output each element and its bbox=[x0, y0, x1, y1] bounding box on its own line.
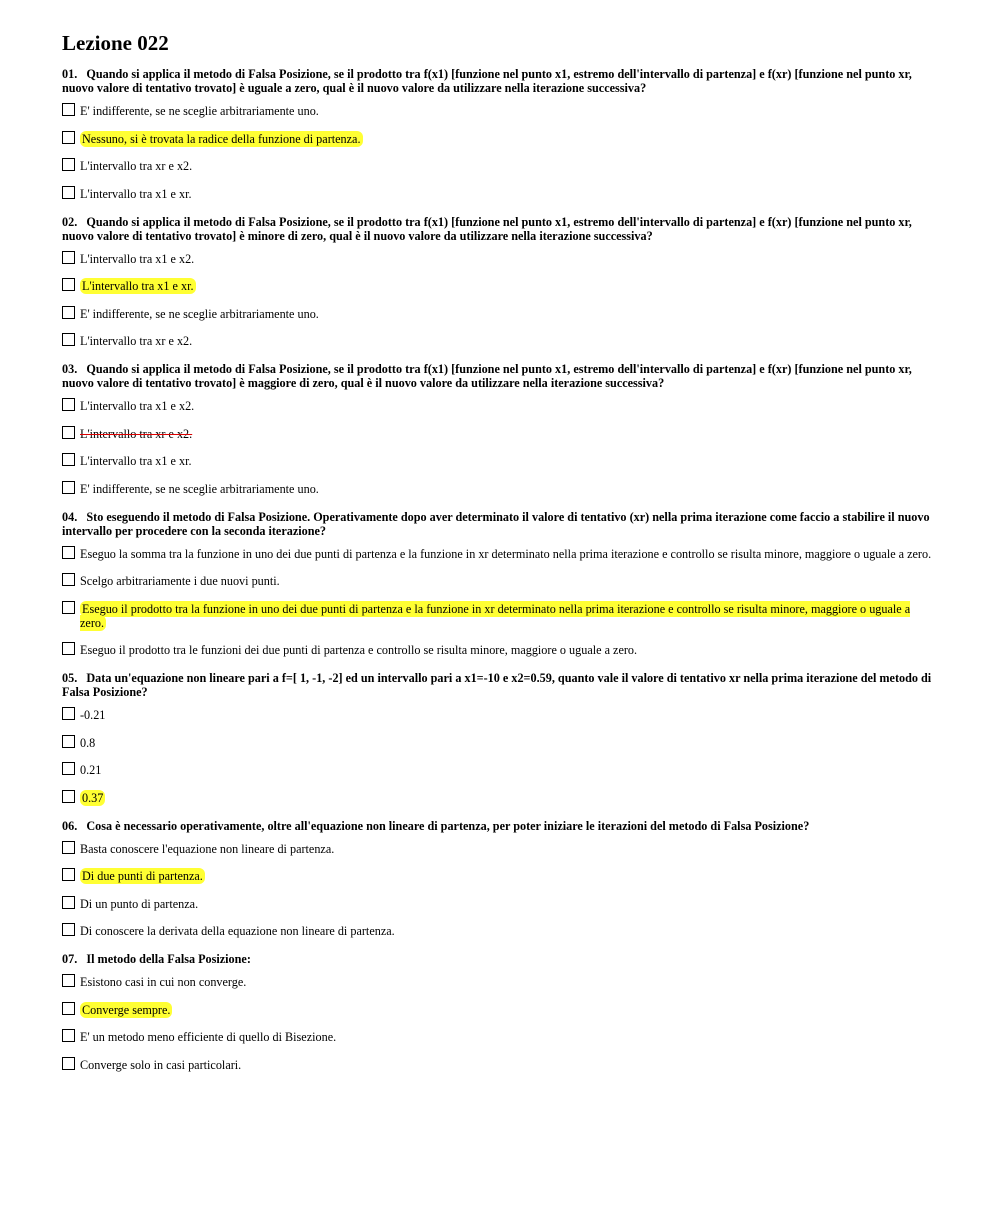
answer-checkbox[interactable] bbox=[62, 573, 75, 586]
answer-checkbox[interactable] bbox=[62, 601, 75, 614]
answer-checkbox[interactable] bbox=[62, 762, 75, 775]
answer-label: 0.8 bbox=[80, 735, 96, 750]
question-block bbox=[62, 671, 932, 805]
answer-option[interactable] bbox=[62, 1058, 932, 1072]
answer-label: Di due punti di partenza. bbox=[82, 869, 203, 883]
answer-label: E' indifferente, se ne sceglie arbitrariamente uno. bbox=[80, 104, 319, 118]
answer-label: Converge sempre. bbox=[82, 1002, 171, 1017]
question-label: Quando si applica il metodo di Falsa Posizione, se il prodotto tra f(x1) [funzione nel punto x1, estremo dell'intervallo di partenza] e f(xr) [funzione nel punto xr, nuovo valore di tentativo trovato] è minore di zero, qual è il nuovo valore da utilizzare nella iterazione successiva? bbox=[62, 214, 912, 243]
answer-label: 0.37 bbox=[82, 790, 104, 805]
answer-checkbox[interactable] bbox=[62, 453, 75, 466]
question-number: 06. bbox=[62, 818, 78, 833]
answer-checkbox[interactable] bbox=[62, 923, 75, 936]
question-number: 07. bbox=[62, 952, 78, 966]
answer-checkbox[interactable] bbox=[62, 398, 75, 411]
answer-option[interactable] bbox=[62, 132, 932, 146]
answer-option[interactable] bbox=[62, 1030, 932, 1044]
question-block bbox=[62, 952, 932, 1072]
answer-label: Converge solo in casi particolari. bbox=[80, 1057, 242, 1072]
answer-checkbox[interactable] bbox=[62, 707, 75, 720]
answer-label: L'intervallo tra x1 e xr. bbox=[82, 279, 194, 293]
answer-label: -0.21 bbox=[80, 708, 106, 722]
answer-label: Eseguo la somma tra la funzione in uno dei due punti di partenza e la funzione in xr determinato nella prima iterazione e controllo se risulta minore, maggiore o uguale a zero. bbox=[80, 546, 932, 561]
answer-label: E' indifferente, se ne sceglie arbitrariamente uno. bbox=[80, 481, 319, 496]
answer-label: Basta conoscere l'equazione non lineare di partenza. bbox=[80, 841, 335, 856]
answer-label: Eseguo il prodotto tra le funzioni dei due punti di partenza e controllo se risulta minore, maggiore o uguale a zero. bbox=[80, 643, 638, 657]
answer-option[interactable] bbox=[62, 574, 932, 588]
answer-option[interactable] bbox=[62, 334, 932, 348]
answer-label: Eseguo il prodotto tra la funzione in uno dei due punti di partenza e la funzione in xr determinato nella prima iterazione e controllo se risulta minore, maggiore o uguale a zero. bbox=[80, 601, 911, 630]
answer-option[interactable] bbox=[62, 924, 932, 938]
answer-option[interactable] bbox=[62, 975, 932, 989]
answer-checkbox[interactable] bbox=[62, 251, 75, 264]
answer-label: Di conoscere la derivata della equazione non lineare di partenza. bbox=[80, 924, 395, 938]
answer-option[interactable] bbox=[62, 307, 932, 321]
answer-option[interactable] bbox=[62, 104, 932, 118]
answer-option[interactable] bbox=[62, 187, 932, 201]
question-number: 02. bbox=[62, 214, 78, 229]
question-block bbox=[62, 362, 932, 496]
answer-option[interactable] bbox=[62, 1003, 932, 1017]
answer-option[interactable] bbox=[62, 869, 932, 883]
answer-label: Nessuno, si è trovata la radice della funzione di partenza. bbox=[82, 131, 361, 146]
question-text bbox=[62, 952, 932, 966]
answer-option[interactable] bbox=[62, 399, 932, 413]
question-text bbox=[62, 671, 932, 699]
answer-checkbox[interactable] bbox=[62, 868, 75, 881]
answer-label: Esistono casi in cui non converge. bbox=[80, 975, 247, 989]
answer-checkbox[interactable] bbox=[62, 896, 75, 909]
answer-option[interactable] bbox=[62, 643, 932, 657]
answer-checkbox[interactable] bbox=[62, 306, 75, 319]
answer-label: L'intervallo tra x1 e xr. bbox=[80, 186, 192, 201]
page-title: Lezione 022 bbox=[62, 31, 169, 55]
answer-checkbox[interactable] bbox=[62, 103, 75, 116]
question-block bbox=[62, 510, 932, 658]
question-list bbox=[62, 67, 932, 1072]
answer-label: E' un metodo meno efficiente di quello di Bisezione. bbox=[80, 1030, 337, 1044]
answer-checkbox[interactable] bbox=[62, 333, 75, 346]
answer-option[interactable] bbox=[62, 454, 932, 468]
answer-option[interactable] bbox=[62, 547, 932, 561]
answer-checkbox[interactable] bbox=[62, 1002, 75, 1015]
answer-option[interactable] bbox=[62, 427, 932, 441]
answer-option[interactable] bbox=[62, 252, 932, 266]
answer-label: L'intervallo tra xr e x2. bbox=[80, 426, 193, 441]
question-number: 05. bbox=[62, 671, 78, 685]
answer-label: L'intervallo tra x1 e x2. bbox=[80, 399, 195, 413]
answer-option[interactable] bbox=[62, 482, 932, 496]
question-text bbox=[62, 362, 932, 390]
answer-option[interactable] bbox=[62, 602, 932, 630]
answer-label: L'intervallo tra xr e x2. bbox=[80, 334, 193, 348]
answer-checkbox[interactable] bbox=[62, 186, 75, 199]
question-block bbox=[62, 67, 932, 201]
question-label: Quando si applica il metodo di Falsa Posizione, se il prodotto tra f(x1) [funzione nel punto x1, estremo dell'intervallo di partenza] e f(xr) [funzione nel punto xr, nuovo valore di tentativo trovato] è maggiore di zero, qual è il nuovo valore da utilizzare nella iterazione successiva? bbox=[62, 362, 912, 390]
answer-checkbox[interactable] bbox=[62, 481, 75, 494]
answer-label: E' indifferente, se ne sceglie arbitrariamente uno. bbox=[80, 306, 319, 321]
answer-checkbox[interactable] bbox=[62, 278, 75, 291]
answer-label: L'intervallo tra xr e x2. bbox=[80, 159, 193, 173]
answer-option[interactable] bbox=[62, 897, 932, 911]
answer-checkbox[interactable] bbox=[62, 642, 75, 655]
question-label: Il metodo della Falsa Posizione: bbox=[86, 952, 251, 966]
answer-option[interactable] bbox=[62, 791, 932, 805]
question-label: Quando si applica il metodo di Falsa Posizione, se il prodotto tra f(x1) [funzione nel punto x1, estremo dell'intervallo di partenza] e f(xr) [funzione nel punto xr, nuovo valore di tentativo trovato] è uguale a zero, qual è il nuovo valore da utilizzare nella iterazione successiva? bbox=[62, 67, 912, 95]
question-block bbox=[62, 215, 932, 349]
answer-checkbox[interactable] bbox=[62, 131, 75, 144]
question-number: 04. bbox=[62, 509, 78, 524]
answer-option[interactable] bbox=[62, 763, 932, 777]
answer-label: Scelgo arbitrariamente i due nuovi punti. bbox=[80, 574, 280, 588]
answer-checkbox[interactable] bbox=[62, 735, 75, 748]
answer-checkbox[interactable] bbox=[62, 158, 75, 171]
question-number: 01. bbox=[62, 67, 78, 81]
question-text bbox=[62, 510, 932, 538]
answer-option[interactable] bbox=[62, 736, 932, 750]
answer-option[interactable] bbox=[62, 842, 932, 856]
answer-option[interactable] bbox=[62, 708, 932, 722]
quiz-page bbox=[62, 31, 932, 1086]
question-number: 03. bbox=[62, 362, 78, 376]
answer-option[interactable] bbox=[62, 279, 932, 293]
question-label: Cosa è necessario operativamente, oltre all'equazione non lineare di partenza, per poter iniziare le iterazioni del metodo di Falsa Posizione? bbox=[86, 818, 810, 833]
answer-checkbox[interactable] bbox=[62, 790, 75, 803]
answer-checkbox[interactable] bbox=[62, 546, 75, 559]
question-label: Data un'equazione non lineare pari a f=[ 1, -1, -2] ed un intervallo pari a x1=-10 e x2=0.59, quanto vale il valore di tentativo xr nella prima iterazione del metodo di Falsa Posizione? bbox=[62, 671, 932, 699]
answer-label: Di un punto di partenza. bbox=[80, 896, 199, 911]
answer-checkbox[interactable] bbox=[62, 974, 75, 987]
answer-checkbox[interactable] bbox=[62, 426, 75, 439]
question-block bbox=[62, 819, 932, 939]
answer-label: 0.21 bbox=[80, 763, 102, 777]
question-text bbox=[62, 215, 932, 243]
answer-option[interactable] bbox=[62, 159, 932, 173]
answer-checkbox[interactable] bbox=[62, 1029, 75, 1042]
answer-checkbox[interactable] bbox=[62, 1057, 75, 1070]
answer-label: L'intervallo tra x1 e x2. bbox=[80, 251, 195, 266]
answer-label: L'intervallo tra x1 e xr. bbox=[80, 454, 192, 468]
question-label: Sto eseguendo il metodo di Falsa Posizione. Operativamente dopo aver determinato il valore di tentativo (xr) nella prima iterazione come faccio a stabilire il nuovo intervallo per procedere con la seconda iterazione? bbox=[62, 509, 930, 538]
answer-checkbox[interactable] bbox=[62, 841, 75, 854]
question-text bbox=[62, 819, 932, 833]
question-text bbox=[62, 67, 932, 95]
